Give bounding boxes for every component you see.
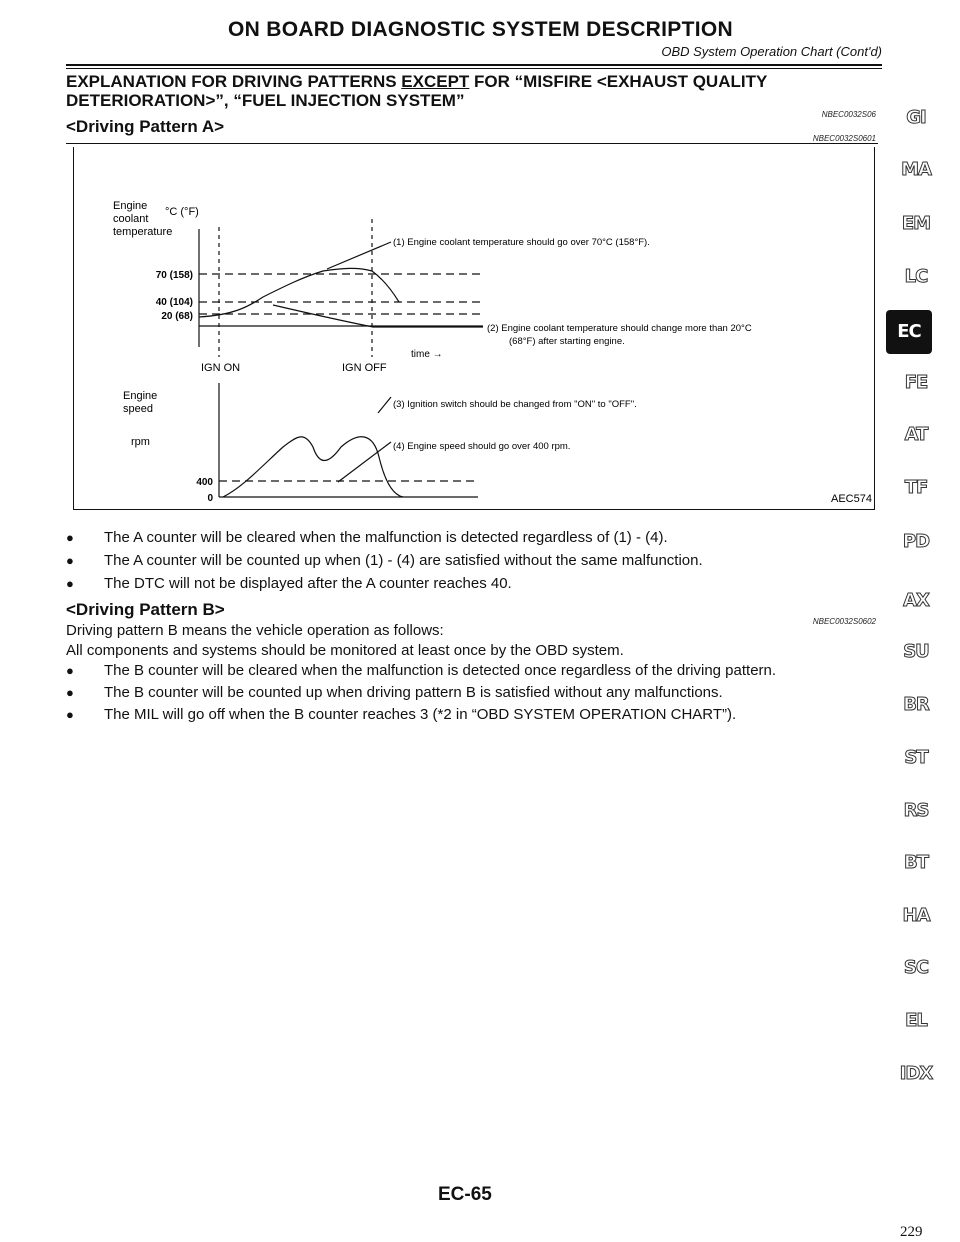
speed-tick-400: 400: [196, 477, 213, 488]
temp-axis-label-1: Engine: [113, 200, 148, 212]
bullet-a-1: ● The A counter will be cleared when the malfunction is detected regardless of (1) - (4).: [66, 529, 668, 546]
coolant-temp-curve: [199, 268, 399, 317]
tab-pd[interactable]: PD: [902, 531, 930, 552]
tab-st[interactable]: ST: [904, 747, 928, 768]
tab-ma[interactable]: MA: [901, 159, 931, 180]
heading-part1: EXPLANATION FOR DRIVING PATTERNS: [66, 72, 402, 91]
bullet-b-2: ● The B counter will be counted up when driving pattern B is satisfied without any malfunctions.: [66, 684, 723, 701]
page-number: 229: [900, 1224, 923, 1240]
temp-unit-label: °C (°F): [165, 206, 199, 218]
page-label: EC-65: [438, 1184, 492, 1205]
temp-axis-label-3: temperature: [113, 226, 173, 238]
note-2-line1: (2) Engine coolant temperature should change more than 20°C: [487, 323, 752, 334]
tab-ec[interactable]: EC: [886, 310, 932, 354]
tab-sc[interactable]: SC: [903, 957, 929, 978]
temp-tick-70: 70 (158): [155, 270, 193, 281]
driving-pattern-a-diagram: [73, 147, 875, 510]
ign-off-label: IGN OFF: [342, 362, 387, 374]
pattern-b-code: NBEC0032S0602: [812, 617, 876, 626]
ign-on-label: IGN ON: [201, 362, 241, 374]
tab-el[interactable]: EL: [905, 1010, 927, 1031]
speed-tick-0: 0: [207, 493, 213, 504]
tab-rs[interactable]: RS: [903, 800, 929, 821]
note2-leader: [273, 305, 483, 327]
tab-bt[interactable]: BT: [904, 852, 928, 873]
speed-axis-label-2: speed: [123, 403, 153, 415]
pattern-b-line1: Driving pattern B means the vehicle operation as follows:: [66, 622, 444, 639]
tab-at[interactable]: AT: [904, 424, 928, 445]
tab-ha[interactable]: HA: [902, 905, 930, 926]
note-3: (3) Ignition switch should be changed from "ON" to "OFF".: [393, 399, 637, 410]
note-4: (4) Engine speed should go over 400 rpm.: [393, 441, 571, 452]
temp-axis-label-2: coolant: [113, 213, 149, 225]
engine-speed-curve: [223, 437, 403, 497]
section-heading: [66, 72, 767, 110]
tab-em[interactable]: EM: [901, 213, 931, 234]
page-subtitle: OBD System Operation Chart (Cont'd): [661, 44, 882, 59]
bullet-b-3: ● The MIL will go off when the B counter reaches 3 (*2 in “OBD SYSTEM OPERATION CHART”).: [66, 706, 737, 723]
rpm-label: rpm: [131, 436, 150, 448]
note4-leader: [338, 442, 391, 482]
heading-line2: DETERIORATION>”, “FUEL INJECTION SYSTEM”: [66, 91, 465, 110]
page-title: ON BOARD DIAGNOSTIC SYSTEM DESCRIPTION: [228, 18, 733, 41]
tab-idx[interactable]: IDX: [899, 1063, 933, 1084]
bullet-a-2: ● The A counter will be counted up when (1) - (4) are satisfied without the same malfunction.: [66, 552, 703, 569]
tab-su[interactable]: SU: [903, 641, 929, 662]
tab-lc[interactable]: LC: [904, 266, 928, 287]
speed-axis-label-1: Engine: [123, 390, 158, 402]
tab-gi[interactable]: GI: [906, 107, 926, 128]
note3-leader: [378, 397, 391, 413]
figure-code: AEC574: [831, 493, 872, 505]
tab-ax[interactable]: AX: [903, 590, 929, 611]
pattern-b-line2: All components and systems should be monitored at least once by the OBD system.: [66, 642, 624, 659]
time-label: time →: [411, 349, 443, 360]
heading-except: EXCEPT: [401, 72, 470, 91]
tab-br[interactable]: BR: [903, 694, 929, 715]
pattern-b-title: <Driving Pattern B>: [66, 600, 225, 619]
note1-leader: [327, 242, 391, 269]
note-2-line2: (68°F) after starting engine.: [509, 336, 625, 347]
bullet-b-1: ● The B counter will be cleared when the malfunction is detected once regardless of the driving pattern.: [66, 662, 777, 679]
pattern-a-title: <Driving Pattern A>: [66, 117, 225, 136]
header-rule: [66, 64, 882, 66]
note-1: (1) Engine coolant temperature should go over 70°C (158°F).: [393, 237, 650, 248]
bullet-a-3: ● The DTC will not be displayed after the A counter reaches 40.: [66, 575, 512, 592]
pattern-a-code: NBEC0032S0601: [812, 134, 876, 143]
section-rule: [66, 143, 878, 144]
section-code: NBEC0032S06: [821, 110, 876, 119]
heading-part2: FOR “MISFIRE <EXHAUST QUALITY: [469, 72, 768, 91]
tab-fe[interactable]: FE: [904, 372, 928, 393]
tab-tf[interactable]: TF: [904, 477, 928, 498]
temp-tick-40: 40 (104): [155, 297, 193, 308]
temp-tick-20: 20 (68): [161, 311, 193, 322]
header-rule-thin: [66, 68, 882, 69]
